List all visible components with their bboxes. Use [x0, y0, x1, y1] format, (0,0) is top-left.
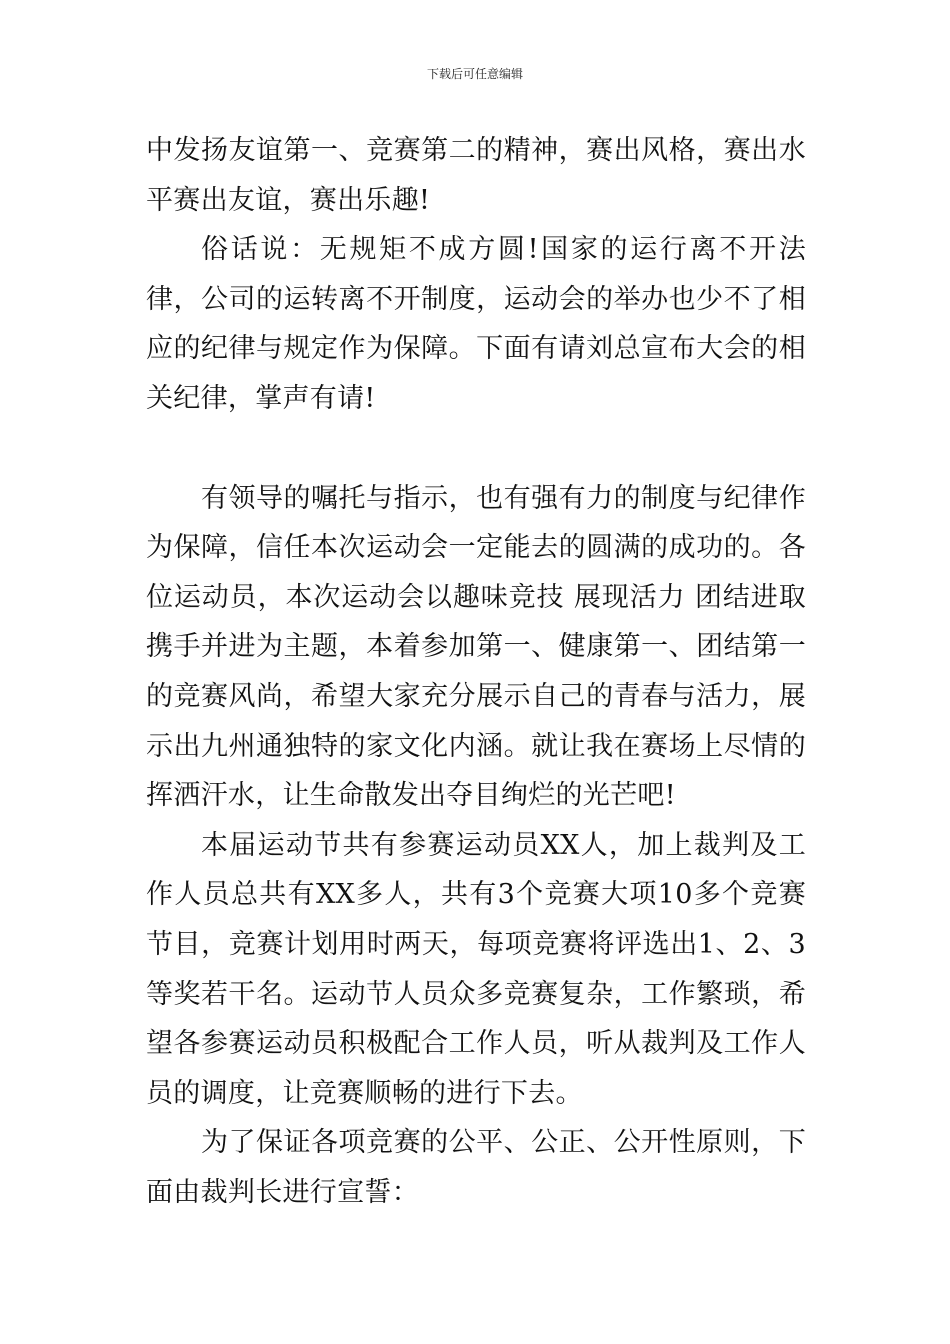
paragraph-5: 为了保证各项竞赛的公平、公正、公开性原则，下面由裁判长进行宣誓：	[146, 1127, 806, 1208]
paragraph-2: 俗话说：无规矩不成方圆!国家的运行离不开法律，公司的运转离不开制度，运动会的举办也少不了相应的纪律与规定作为保障。下面有请刘总宣布大会的相关纪律，掌声有请!	[146, 234, 806, 414]
paragraph-1: 中发扬友谊第一、竞赛第二的精神，赛出风格，赛出水平赛出友谊，赛出乐趣!	[146, 135, 806, 216]
paragraph-3: 有领导的嘱托与指示，也有强有力的制度与纪律作为保障，信任本次运动会一定能去的圆满的成功的。各位运动员，本次运动会以趣味竞技 展现活力 团结进取 携手并进为主题，本着参加第一、健康第一、团结第一的竞赛风尚，希望大家充分展示自己的青春与活力，展示出九州通独特的家文化内涵。就让我在赛场上尽情的挥洒汗水，让生命散发出夺目绚烂的光芒吧!	[146, 482, 815, 812]
paragraph-4: 本届运动节共有参赛运动员XX人，加上裁判及工作人员总共有XX多人，共有3个竞赛大项10多个竞赛节目，竞赛计划用时两天，每项竞赛将评选出1、2、3等奖若干名。运动节人员众多竞赛复杂，工作繁琐，希望各参赛运动员积极配合工作人员，听从裁判及工作人员的调度，让竞赛顺畅的进行下去。	[146, 829, 806, 1109]
document-body	[146, 126, 815, 1217]
paragraph-spacer	[146, 424, 806, 474]
page-header-note: 下载后可任意编辑	[426, 67, 523, 81]
